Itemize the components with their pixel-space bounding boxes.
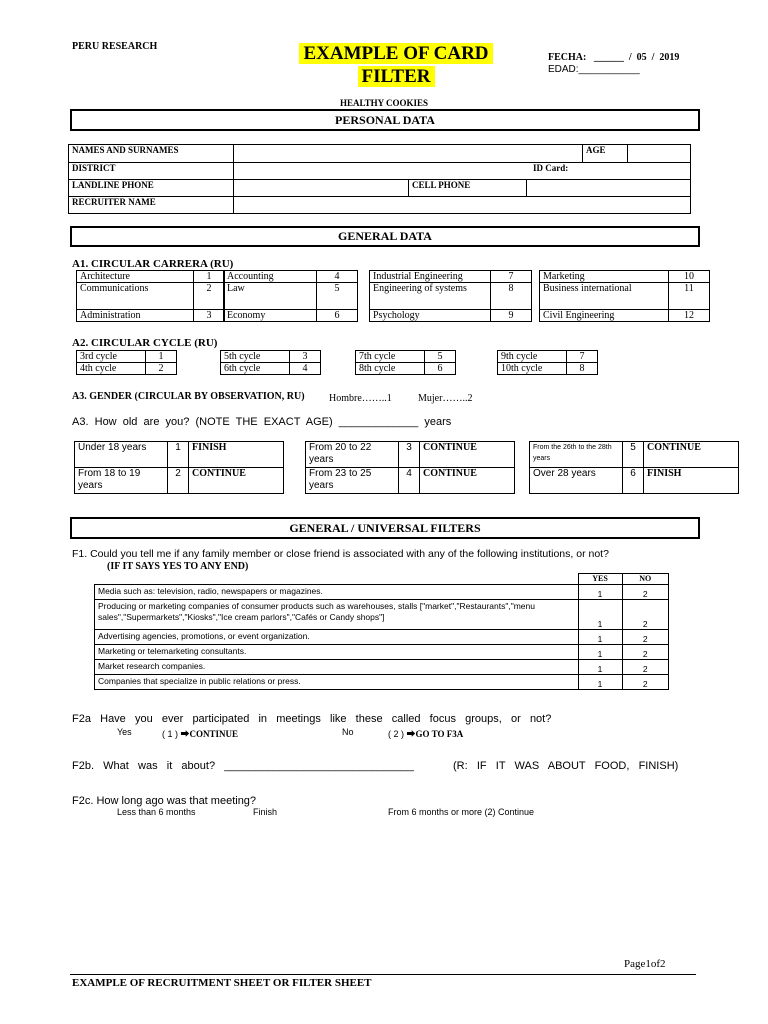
a2-option-label[interactable]: 9th cycle [498, 351, 567, 363]
a1-option-code[interactable]: 6 [317, 310, 358, 322]
arrow-right-icon: ⮕ [180, 729, 190, 739]
age-option-action: CONTINUE [189, 468, 284, 494]
a1-option-code[interactable]: 3 [194, 310, 225, 322]
general-data-header: GENERAL DATA [70, 226, 700, 247]
f2a-no[interactable]: No [342, 727, 354, 737]
a3-gender-title: A3. GENDER (CIRCULAR BY OBSERVATION, RU) [72, 391, 305, 402]
yes-code[interactable]: 1 [578, 660, 622, 675]
age-group [305, 441, 515, 494]
a3-mujer[interactable]: Mujer……..2 [418, 393, 473, 404]
organization-name: PERU RESEARCH [72, 41, 158, 52]
yes-code[interactable]: 1 [578, 645, 622, 660]
a3-hombre[interactable]: Hombre……..1 [329, 393, 392, 404]
a1-group [539, 270, 710, 322]
age-option-code[interactable]: 3 [399, 442, 420, 468]
table-row [95, 600, 669, 630]
age-option-label[interactable]: Over 28 years [530, 468, 623, 494]
a2-option-label[interactable]: 3rd cycle [77, 351, 146, 363]
institution-label: Producing or marketing companies of consumer products such as warehouses, stalls ["market","Restaurants","menu sales","Supermarkets","Kiosks","Ice cream parlors","Cafés or Candy shops"] [95, 600, 579, 630]
a1-option-code[interactable]: 11 [669, 283, 710, 310]
fecha-line [548, 52, 679, 63]
age-option-action: CONTINUE [644, 442, 739, 468]
age-label: AGE [583, 145, 628, 163]
a1-option-label[interactable]: Business international [540, 283, 669, 310]
institution-label: Marketing or telemarketing consultants. [95, 645, 579, 660]
personal-data-table [68, 144, 691, 214]
age-option-label[interactable]: From 18 to 19 years [75, 468, 168, 494]
a2-option-label[interactable]: 10th cycle [498, 363, 567, 375]
institution-label: Advertising agencies, promotions, or event organization. [95, 630, 579, 645]
a1-option-code[interactable]: 10 [669, 271, 710, 283]
district-label: DISTRICT [69, 163, 234, 180]
a2-option-label[interactable]: 5th cycle [221, 351, 290, 363]
a1-option-label[interactable]: Engineering of systems [370, 283, 491, 310]
id-card-label: ID Card: [533, 163, 569, 173]
age-option-label[interactable]: From 20 to 22 years [306, 442, 399, 468]
f2c-question: F2c. How long ago was that meeting? [72, 795, 257, 807]
f2c-answer-1-action: Finish [253, 807, 278, 817]
a2-option-label[interactable]: 8th cycle [356, 363, 425, 375]
no-header: NO [622, 574, 669, 585]
a1-option-label[interactable]: Marketing [540, 271, 669, 283]
names-label: NAMES AND SURNAMES [69, 145, 234, 163]
title-line-2: FILTER [358, 66, 435, 87]
a1-title: A1. CIRCULAR CARRERA (RU) [72, 258, 234, 270]
a1-option-label[interactable]: Administration [77, 310, 194, 322]
age-option-code[interactable]: 1 [168, 442, 189, 468]
a1-option-code[interactable]: 12 [669, 310, 710, 322]
a1-option-code[interactable]: 4 [317, 271, 358, 283]
yes-code[interactable]: 1 [578, 600, 622, 630]
a1-option-label[interactable]: Communications [77, 283, 194, 310]
f2a-question: F2a Have you ever participated in meetings like these called focus groups, or not? [72, 713, 552, 725]
page-number: Page1of2 [624, 958, 666, 970]
a2-option-label[interactable]: 4th cycle [77, 363, 146, 375]
page-title [290, 42, 502, 88]
study-name: HEALTHY COOKIES [339, 98, 429, 108]
f2a-yes[interactable]: Yes [117, 727, 132, 737]
table-row [95, 675, 669, 690]
footer-caption: EXAMPLE OF RECRUITMENT SHEET OR FILTER SHEET [72, 977, 372, 989]
age-option-code[interactable]: 2 [168, 468, 189, 494]
table-row [95, 660, 669, 675]
a1-group [223, 270, 358, 322]
edad-line: EDAD:___________ [548, 64, 640, 75]
f2a-yes-action: CONTINUE [189, 729, 239, 739]
no-code[interactable]: 2 [622, 600, 669, 630]
a2-option-code[interactable]: 3 [290, 351, 321, 363]
table-row [95, 645, 669, 660]
a2-group [355, 350, 456, 375]
age-option-action: FINISH [644, 468, 739, 494]
f2a-yes-code[interactable] [162, 727, 238, 740]
yes-code[interactable]: 1 [578, 585, 622, 600]
age-option-code[interactable]: 5 [623, 442, 644, 468]
f2c-answer-1[interactable]: Less than 6 months [117, 807, 196, 817]
a2-option-code[interactable]: 8 [567, 363, 598, 375]
yes-code[interactable]: 1 [578, 630, 622, 645]
a2-option-code[interactable]: 2 [146, 363, 177, 375]
a1-option-label[interactable]: Civil Engineering [540, 310, 669, 322]
yes-code[interactable]: 1 [578, 675, 622, 690]
phone-row [234, 180, 691, 197]
f1-question: F1. Could you tell me if any family member or close friend is associated with any of the following institutions, or not? [72, 548, 609, 560]
f2a-no-code-text: ( 2 ) [388, 729, 405, 739]
cell-label: CELL PHONE [409, 180, 527, 196]
no-code[interactable]: 2 [622, 660, 669, 675]
no-code[interactable]: 2 [622, 645, 669, 660]
a2-option-code[interactable]: 7 [567, 351, 598, 363]
f2b-question: F2b. What was it about? _______________________________ [72, 760, 414, 772]
a1-option-label[interactable]: Industrial Engineering [370, 271, 491, 283]
footer-divider [70, 974, 696, 975]
f2b-note: (R: IF IT WAS ABOUT FOOD, FINISH) [453, 760, 679, 772]
a2-option-code[interactable]: 6 [425, 363, 456, 375]
district-field[interactable] [234, 163, 691, 180]
institution-label: Media such as: television, radio, newspapers or magazines. [95, 585, 579, 600]
names-field[interactable] [234, 145, 583, 163]
age-group [74, 441, 284, 494]
f2c-answer-2[interactable]: From 6 months or more (2) Continue [388, 807, 535, 817]
a1-option-code[interactable]: 8 [491, 283, 532, 310]
a1-option-label[interactable]: Architecture [77, 271, 194, 283]
table-row [95, 585, 669, 600]
a2-group [497, 350, 598, 375]
no-code[interactable]: 2 [622, 675, 669, 690]
age-option-label[interactable]: Under 18 years [75, 442, 168, 468]
a1-option-label[interactable]: Law [224, 283, 317, 310]
a3-age-question: A3. How old are you? (NOTE THE EXACT AGE) _____________ years [72, 416, 452, 428]
a2-option-code[interactable]: 4 [290, 363, 321, 375]
cell-field[interactable] [527, 180, 690, 196]
arrow-right-icon: ⮕ [406, 729, 416, 739]
a1-option-label[interactable]: Psychology [370, 310, 491, 322]
landline-label: LANDLINE PHONE [69, 180, 234, 197]
a2-option-code[interactable]: 1 [146, 351, 177, 363]
a2-option-code[interactable]: 5 [425, 351, 456, 363]
a1-group [76, 270, 225, 322]
a1-option-label[interactable]: Economy [224, 310, 317, 322]
title-line-1: EXAMPLE OF CARD [299, 43, 492, 64]
age-option-action: CONTINUE [420, 442, 515, 468]
personal-data-header: PERSONAL DATA [70, 109, 700, 131]
no-code[interactable]: 2 [622, 585, 669, 600]
a1-option-code[interactable]: 7 [491, 271, 532, 283]
a2-option-label[interactable]: 6th cycle [221, 363, 290, 375]
f2a-yes-code-text: ( 1 ) [162, 729, 179, 739]
institution-label: Companies that specialize in public relations or press. [95, 675, 579, 690]
age-option-label[interactable]: From the 26th to the 28th years [530, 442, 623, 468]
a2-group [76, 350, 177, 375]
a1-option-code[interactable]: 1 [194, 271, 225, 283]
a1-option-code[interactable]: 5 [317, 283, 358, 310]
no-code[interactable]: 2 [622, 630, 669, 645]
age-option-action: CONTINUE [420, 468, 515, 494]
a1-option-code[interactable]: 9 [491, 310, 532, 322]
institution-label: Market research companies. [95, 660, 579, 675]
recruiter-field[interactable] [234, 197, 691, 214]
a2-group [220, 350, 321, 375]
age-group [529, 441, 739, 494]
yes-header: YES [578, 574, 622, 585]
age-option-code[interactable]: 4 [399, 468, 420, 494]
a1-option-code[interactable]: 2 [194, 283, 225, 310]
a2-title: A2. CIRCULAR CYCLE (RU) [72, 337, 218, 349]
fecha-label: FECHA: [548, 52, 587, 63]
age-option-action: FINISH [189, 442, 284, 468]
table-row [95, 630, 669, 645]
f2a-no-action: GO TO F3A [415, 729, 464, 739]
filters-header: GENERAL / UNIVERSAL FILTERS [70, 517, 700, 539]
age-field[interactable] [628, 145, 691, 163]
a1-group [369, 270, 532, 322]
recruiter-label: RECRUITER NAME [69, 197, 234, 214]
age-option-label[interactable]: From 23 to 25 years [306, 468, 399, 494]
age-option-code[interactable]: 6 [623, 468, 644, 494]
a2-option-label[interactable]: 7th cycle [356, 351, 425, 363]
a1-option-label[interactable]: Accounting [224, 271, 317, 283]
landline-field[interactable] [234, 180, 409, 196]
f1-table [94, 573, 669, 690]
fecha-value: ______ / 05 / 2019 [593, 52, 680, 63]
f1-note: (IF IT SAYS YES TO ANY END) [107, 561, 249, 572]
f2a-no-code[interactable] [388, 727, 463, 740]
